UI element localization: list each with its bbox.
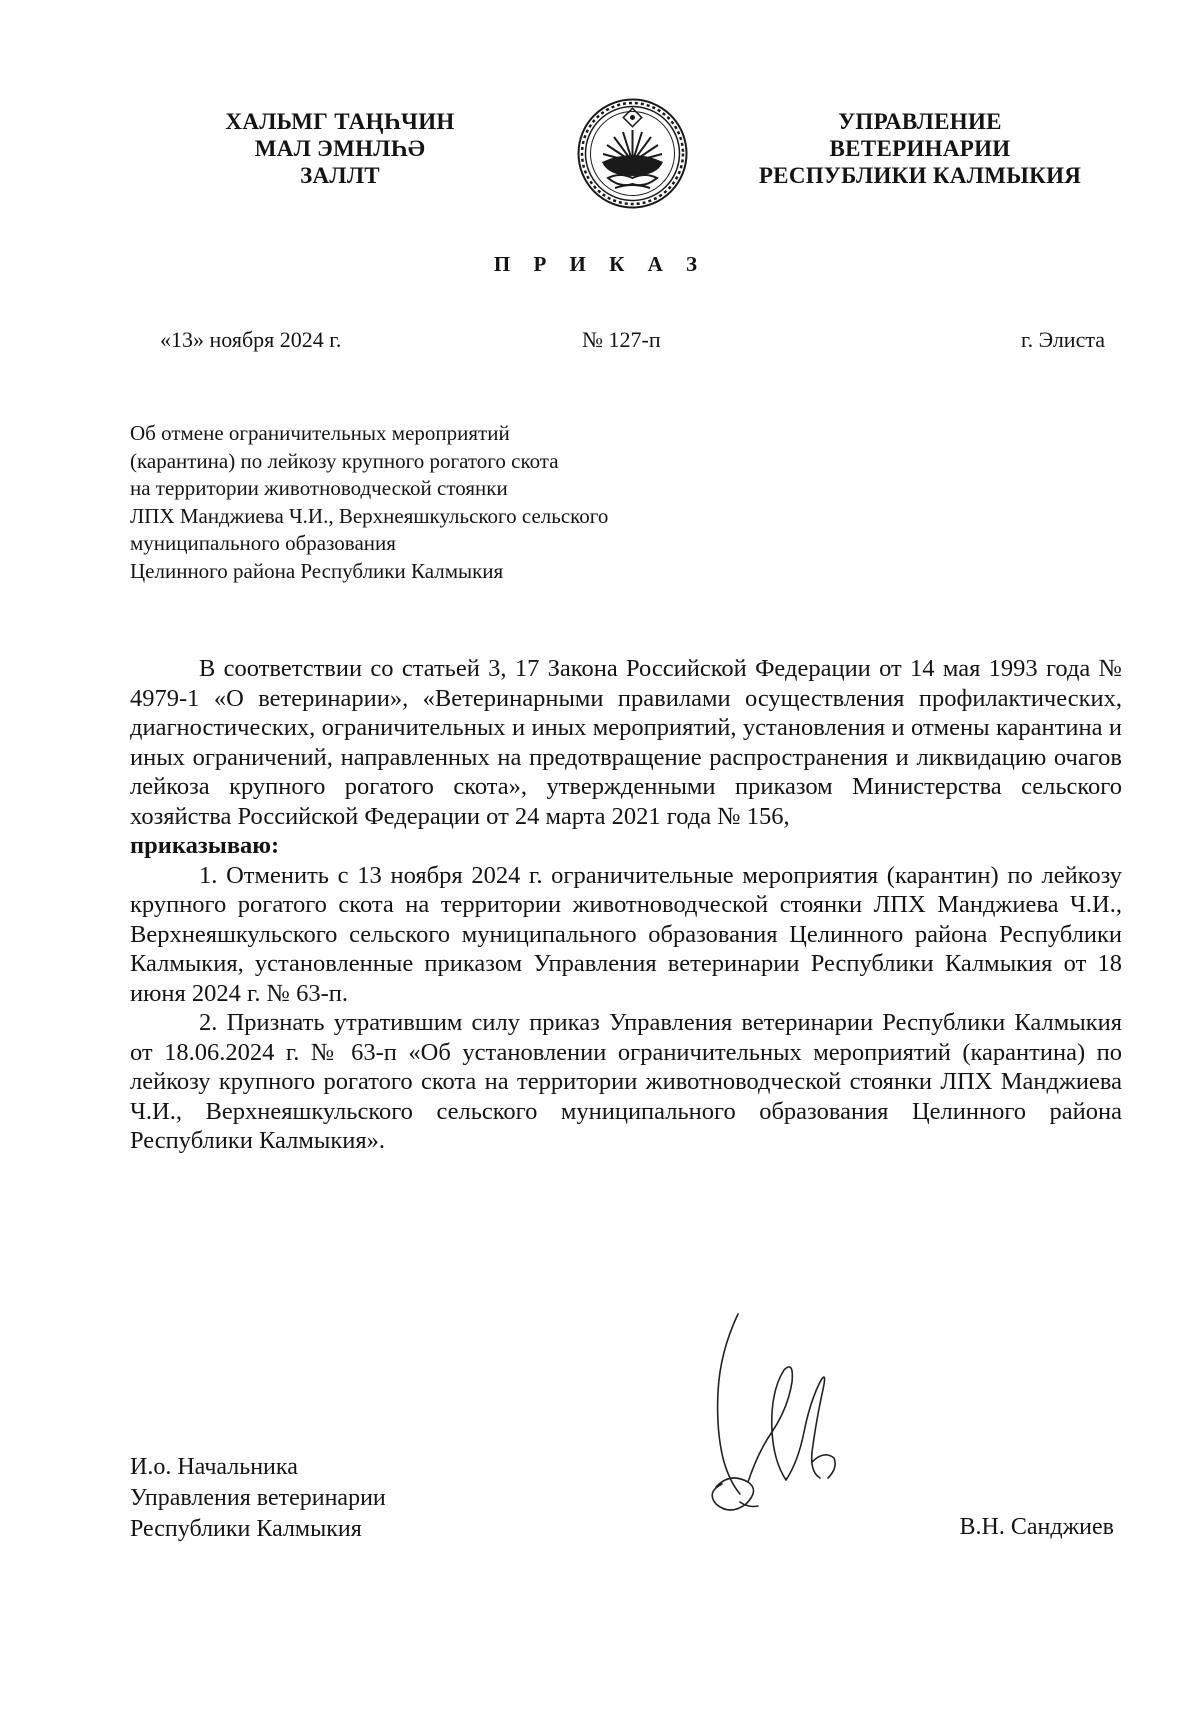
subject-line: (карантина) по лейкозу крупного рогатого скота bbox=[130, 448, 559, 473]
subject-line: Целинного района Республики Калмыкия bbox=[130, 558, 504, 583]
preamble-paragraph: В соответствии со статьей 3, 17 Закона Российской Федерации от 14 мая 1993 года № 4979-1 «О ветеринарии», «Ветеринарными правилами осуществления профилактических, диагностических, ограничительных и иных мероприятий, установления и отмены карантина и иных ограничений, направленных на предотвращение распространения и ликвидацию очагов лейкоза крупного рогатого скота», утвержденными приказом Министерства сельского хозяйства Российской Федерации от 24 марта 2021 года № 156, bbox=[130, 655, 1122, 830]
signer-position bbox=[130, 1452, 386, 1545]
signer-position-line: Управления ветеринарии bbox=[130, 1485, 386, 1511]
order-subject bbox=[130, 420, 608, 585]
order-item-2: 2. Признать утратившим силу приказ Управления ветеринарии Республики Калмыкия от 18.06.2024 г. № 63-п «Об установлении ограничительных мероприятий (карантина) по лейкозу крупного рогатого скота на территории животноводческой стоянки ЛПХ Манджиева Ч.И., Верхнеяшкульского сельского муниципального образования Целинного района Республики Калмыкия». bbox=[130, 1009, 1122, 1154]
order-body bbox=[130, 654, 1122, 1156]
header-left-line-2: МАЛ ЭМНЛҺӘ bbox=[254, 136, 426, 161]
order-word: приказываю: bbox=[130, 832, 280, 859]
subject-line: муниципального образования bbox=[130, 531, 396, 555]
document-title: П Р И К А З bbox=[493, 252, 707, 276]
header-right-line-1: УПРАВЛЕНИЕ bbox=[838, 109, 1002, 134]
order-city: г. Элиста bbox=[1021, 327, 1105, 352]
order-date: «13» ноября 2024 г. bbox=[160, 327, 342, 352]
header-right-russian bbox=[745, 108, 1095, 189]
order-number: № 127-п bbox=[582, 327, 661, 352]
handwritten-signature-icon bbox=[700, 1312, 870, 1534]
signer-position-line: Республики Калмыкия bbox=[130, 1516, 362, 1542]
signer-position-line: И.о. Начальника bbox=[130, 1454, 298, 1480]
header-right-line-3: РЕСПУБЛИКИ КАЛМЫКИЯ bbox=[758, 163, 1082, 188]
subject-line: Об отмене ограничительных мероприятий bbox=[130, 421, 510, 445]
header-left-kalmyk bbox=[190, 108, 490, 189]
signer-name: В.Н. Санджиев bbox=[959, 1514, 1114, 1540]
subject-line: ЛПХ Манджиева Ч.И., Верхнеяшкульского сельского bbox=[130, 503, 609, 528]
header-right-line-2: ВЕТЕРИНАРИИ bbox=[829, 136, 1011, 161]
kalmykia-coat-of-arms-icon bbox=[575, 96, 690, 211]
order-item-1: 1. Отменить с 13 ноября 2024 г. ограничительные мероприятия (карантин) по лейкозу крупного рогатого скота на территории животноводческой стоянки ЛПХ Манджиева Ч.И., Верхнеяшкульского сельского муниципального образования Целинного района Республики Калмыкия, установленные приказом Управления ветеринарии Республики Калмыкия от 18 июня 2024 г. № 63-п. bbox=[130, 861, 1122, 1007]
header-left-line-3: ЗАЛЛТ bbox=[300, 163, 380, 188]
header-left-line-1: ХАЛЬМГ ТАҢҺЧИН bbox=[225, 109, 455, 134]
subject-line: на территории животноводческой стоянки bbox=[130, 476, 508, 500]
